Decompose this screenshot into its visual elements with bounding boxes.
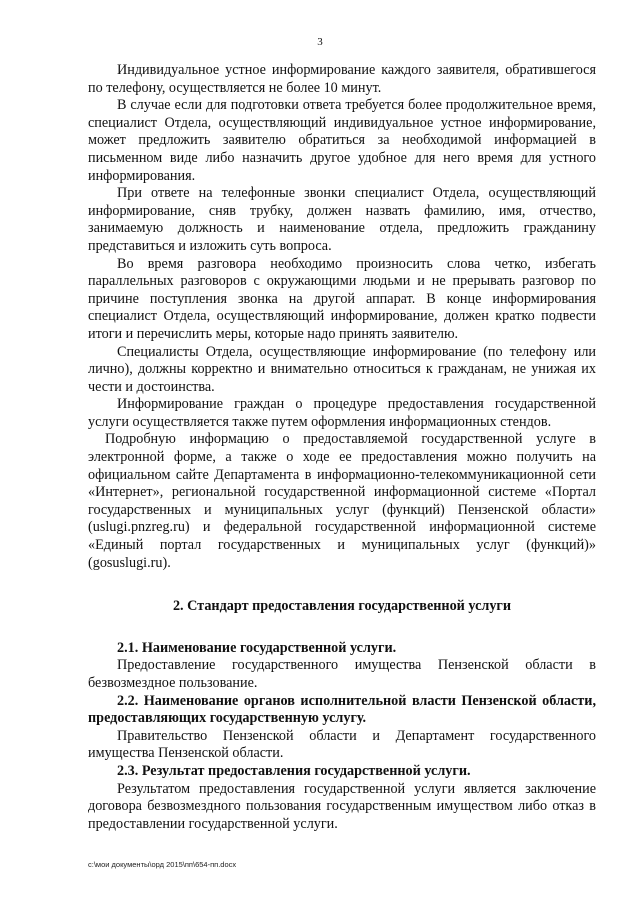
paragraph-conversation-rules: Во время разговора необходимо произносить слова четко, избегать параллельных разговоров с окружающими людьми и не прерывать разговор по причине поступления звонка на другой аппарат. В конце информирования специалист Отдела, осуществляющий информирование, должен кратко подвести итоги и перечислить меры, которые надо принять заявителю. — [88, 255, 596, 342]
page-number: 3 — [317, 36, 323, 48]
subsection-2-3-title: 2.3. Результат предоставления государственной услуги. — [117, 762, 471, 779]
subsection-2-1-title: 2.1. Наименование государственной услуги. — [117, 639, 397, 656]
subsection-2-2-text: Правительство Пензенской области и Департамент государственного имущества Пензенской области. — [88, 727, 596, 762]
paragraph-phone-duration: Индивидуальное устное информирование каждого заявителя, обратившегося по телефону, осуществляется не более 10 минут. — [88, 62, 596, 96]
footer-file-path: c:\мои документы\орд 2015\пп\654-пп.docx — [88, 860, 237, 869]
paragraph-info-stands: Информирование граждан о процедуре предоставления государственной услуги осуществляется также путем оформления информационных стендов. — [88, 396, 596, 430]
paragraph-electronic-info: Подробную информацию о предоставляемой государственной услуге в электронной форме, а также о ходе ее предоставления можно получить на официальном сайте Департамента в информационно-телекоммуникационной сети «Интернет», региональной государственной информационной системе «Портал государственных и муниципальных услуг (функций) Пензенской области» (uslugi.pnzreg.ru) и федеральной государственной информационной системе «Единый портал государственных и муниципальных услуг (функций)» (gosuslugi.ru). — [88, 431, 596, 571]
subsection-2-3-text: Результатом предоставления государственной услуги является заключение договора безвозмездного пользования государственным имуществом либо отказ в предоставлении государственной услуги. — [88, 780, 596, 832]
subsection-2-1-text: Предоставление государственного имущества Пензенской области в безвозмездное пользование. — [88, 657, 596, 691]
paragraph-courtesy: Специалисты Отдела, осуществляющие информирование (по телефону или лично), должны корректно и внимательно относиться к гражданам, не унижая их чести и достоинства. — [88, 343, 596, 395]
document-body — [88, 62, 596, 833]
paragraph-longer-time: В случае если для подготовки ответа требуется более продолжительное время, специалист Отдела, осуществляющий индивидуальное устное информирование, может предложить заявителю обратиться за необходимой информацией в письменном виде либо назначить другое удобное для него время для устного информирования. — [88, 97, 596, 184]
section-title: 2. Стандарт предоставления государственной услуги — [172, 598, 512, 615]
paragraph-phone-answer: При ответе на телефонные звонки специалист Отдела, осуществляющий информирование, сняв трубку, должен назвать фамилию, имя, отчество, занимаемую должность и наименование отдела, предложить гражданину представиться и изложить суть вопроса. — [88, 185, 596, 254]
subsection-2-2-title: 2.2. Наименование органов исполнительной власти Пензенской области, предоставляющих государственную услугу. — [88, 692, 596, 727]
